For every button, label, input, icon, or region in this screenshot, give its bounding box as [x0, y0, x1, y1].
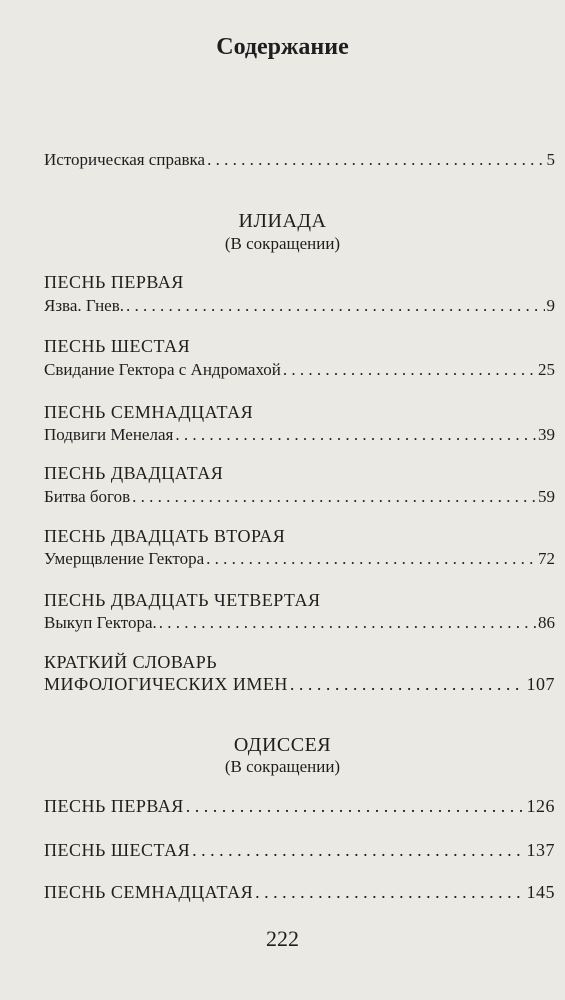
dot-leader [192, 840, 524, 861]
dot-leader [255, 882, 524, 903]
section-title-odyssey: ОДИССЕЯ [233, 734, 332, 756]
toc-entry-text: ПЕСНЬ ШЕСТАЯ [44, 840, 191, 860]
toc-entry-text: МИФОЛОГИЧЕСКИХ ИМЕН [44, 674, 288, 694]
section-title-iliad: ИЛИАДА [238, 210, 327, 232]
toc-entry[interactable] [44, 296, 555, 316]
toc-page-number: 126 [526, 796, 555, 816]
toc-entry[interactable] [44, 840, 555, 861]
dictionary-heading: КРАТКИЙ СЛОВАРЬ [44, 652, 218, 672]
dot-leader [175, 425, 536, 445]
toc-entry-text: Язва. Гнев. [44, 296, 125, 315]
song-heading: ПЕСНЬ СЕМНАДЦАТАЯ [44, 402, 254, 422]
page-title: Содержание [216, 34, 349, 60]
toc-entry-text: ПЕСНЬ ПЕРВАЯ [44, 796, 184, 816]
toc-page-number: 5 [546, 150, 555, 169]
toc-page-number: 107 [526, 674, 555, 694]
section-subtitle-iliad: (В сокращении) [224, 234, 341, 253]
dot-leader [207, 150, 544, 170]
toc-entry[interactable] [44, 613, 555, 633]
toc-entry-intro[interactable] [44, 150, 555, 170]
toc-entry-text: Битва богов [44, 487, 131, 506]
toc-entry[interactable] [44, 796, 555, 817]
dot-leader [283, 360, 536, 380]
section-subtitle-odyssey: (В сокращении) [224, 757, 341, 776]
toc-entry-text: ПЕСНЬ СЕМНАДЦАТАЯ [44, 882, 254, 902]
toc-entry-text: Свидание Гектора с Андромахой [44, 360, 281, 379]
dot-leader [206, 549, 536, 569]
song-heading: ПЕСНЬ ДВАДЦАТЬ ВТОРАЯ [44, 526, 286, 546]
toc-entry[interactable] [44, 549, 555, 569]
toc-page-number: 39 [538, 425, 555, 444]
toc-entry-text: Выкуп Гектора. [44, 613, 157, 632]
dot-leader [186, 796, 525, 817]
toc-entry-text: Историческая справка [44, 150, 206, 169]
song-heading: ПЕСНЬ ДВАДЦАТЬ ЧЕТВЕРТАЯ [44, 590, 321, 610]
toc-entry[interactable] [44, 882, 555, 903]
toc-page-number: 137 [526, 840, 555, 860]
toc-entry-text: Подвиги Менелая [44, 425, 174, 444]
toc-page-number: 59 [538, 487, 555, 506]
page-number: 222 [266, 926, 299, 951]
song-heading: ПЕСНЬ ДВАДЦАТАЯ [44, 463, 224, 483]
dot-leader [290, 674, 525, 695]
toc-entry[interactable] [44, 425, 555, 445]
toc-entry[interactable] [44, 487, 555, 507]
song-heading: ПЕСНЬ ПЕРВАЯ [44, 272, 184, 292]
toc-entry-text: Умерщвление Гектора [44, 549, 205, 568]
toc-page-number: 9 [546, 296, 555, 315]
toc-page-number: 72 [538, 549, 555, 568]
toc-page-number: 25 [538, 360, 555, 379]
toc-page-number: 86 [538, 613, 555, 632]
toc-page-number: 145 [526, 882, 555, 902]
toc-entry[interactable] [44, 360, 555, 380]
toc-entry-dictionary[interactable] [44, 674, 555, 695]
dot-leader [159, 613, 536, 633]
dot-leader [126, 296, 544, 316]
dot-leader [132, 487, 536, 507]
song-heading: ПЕСНЬ ШЕСТАЯ [44, 336, 191, 356]
